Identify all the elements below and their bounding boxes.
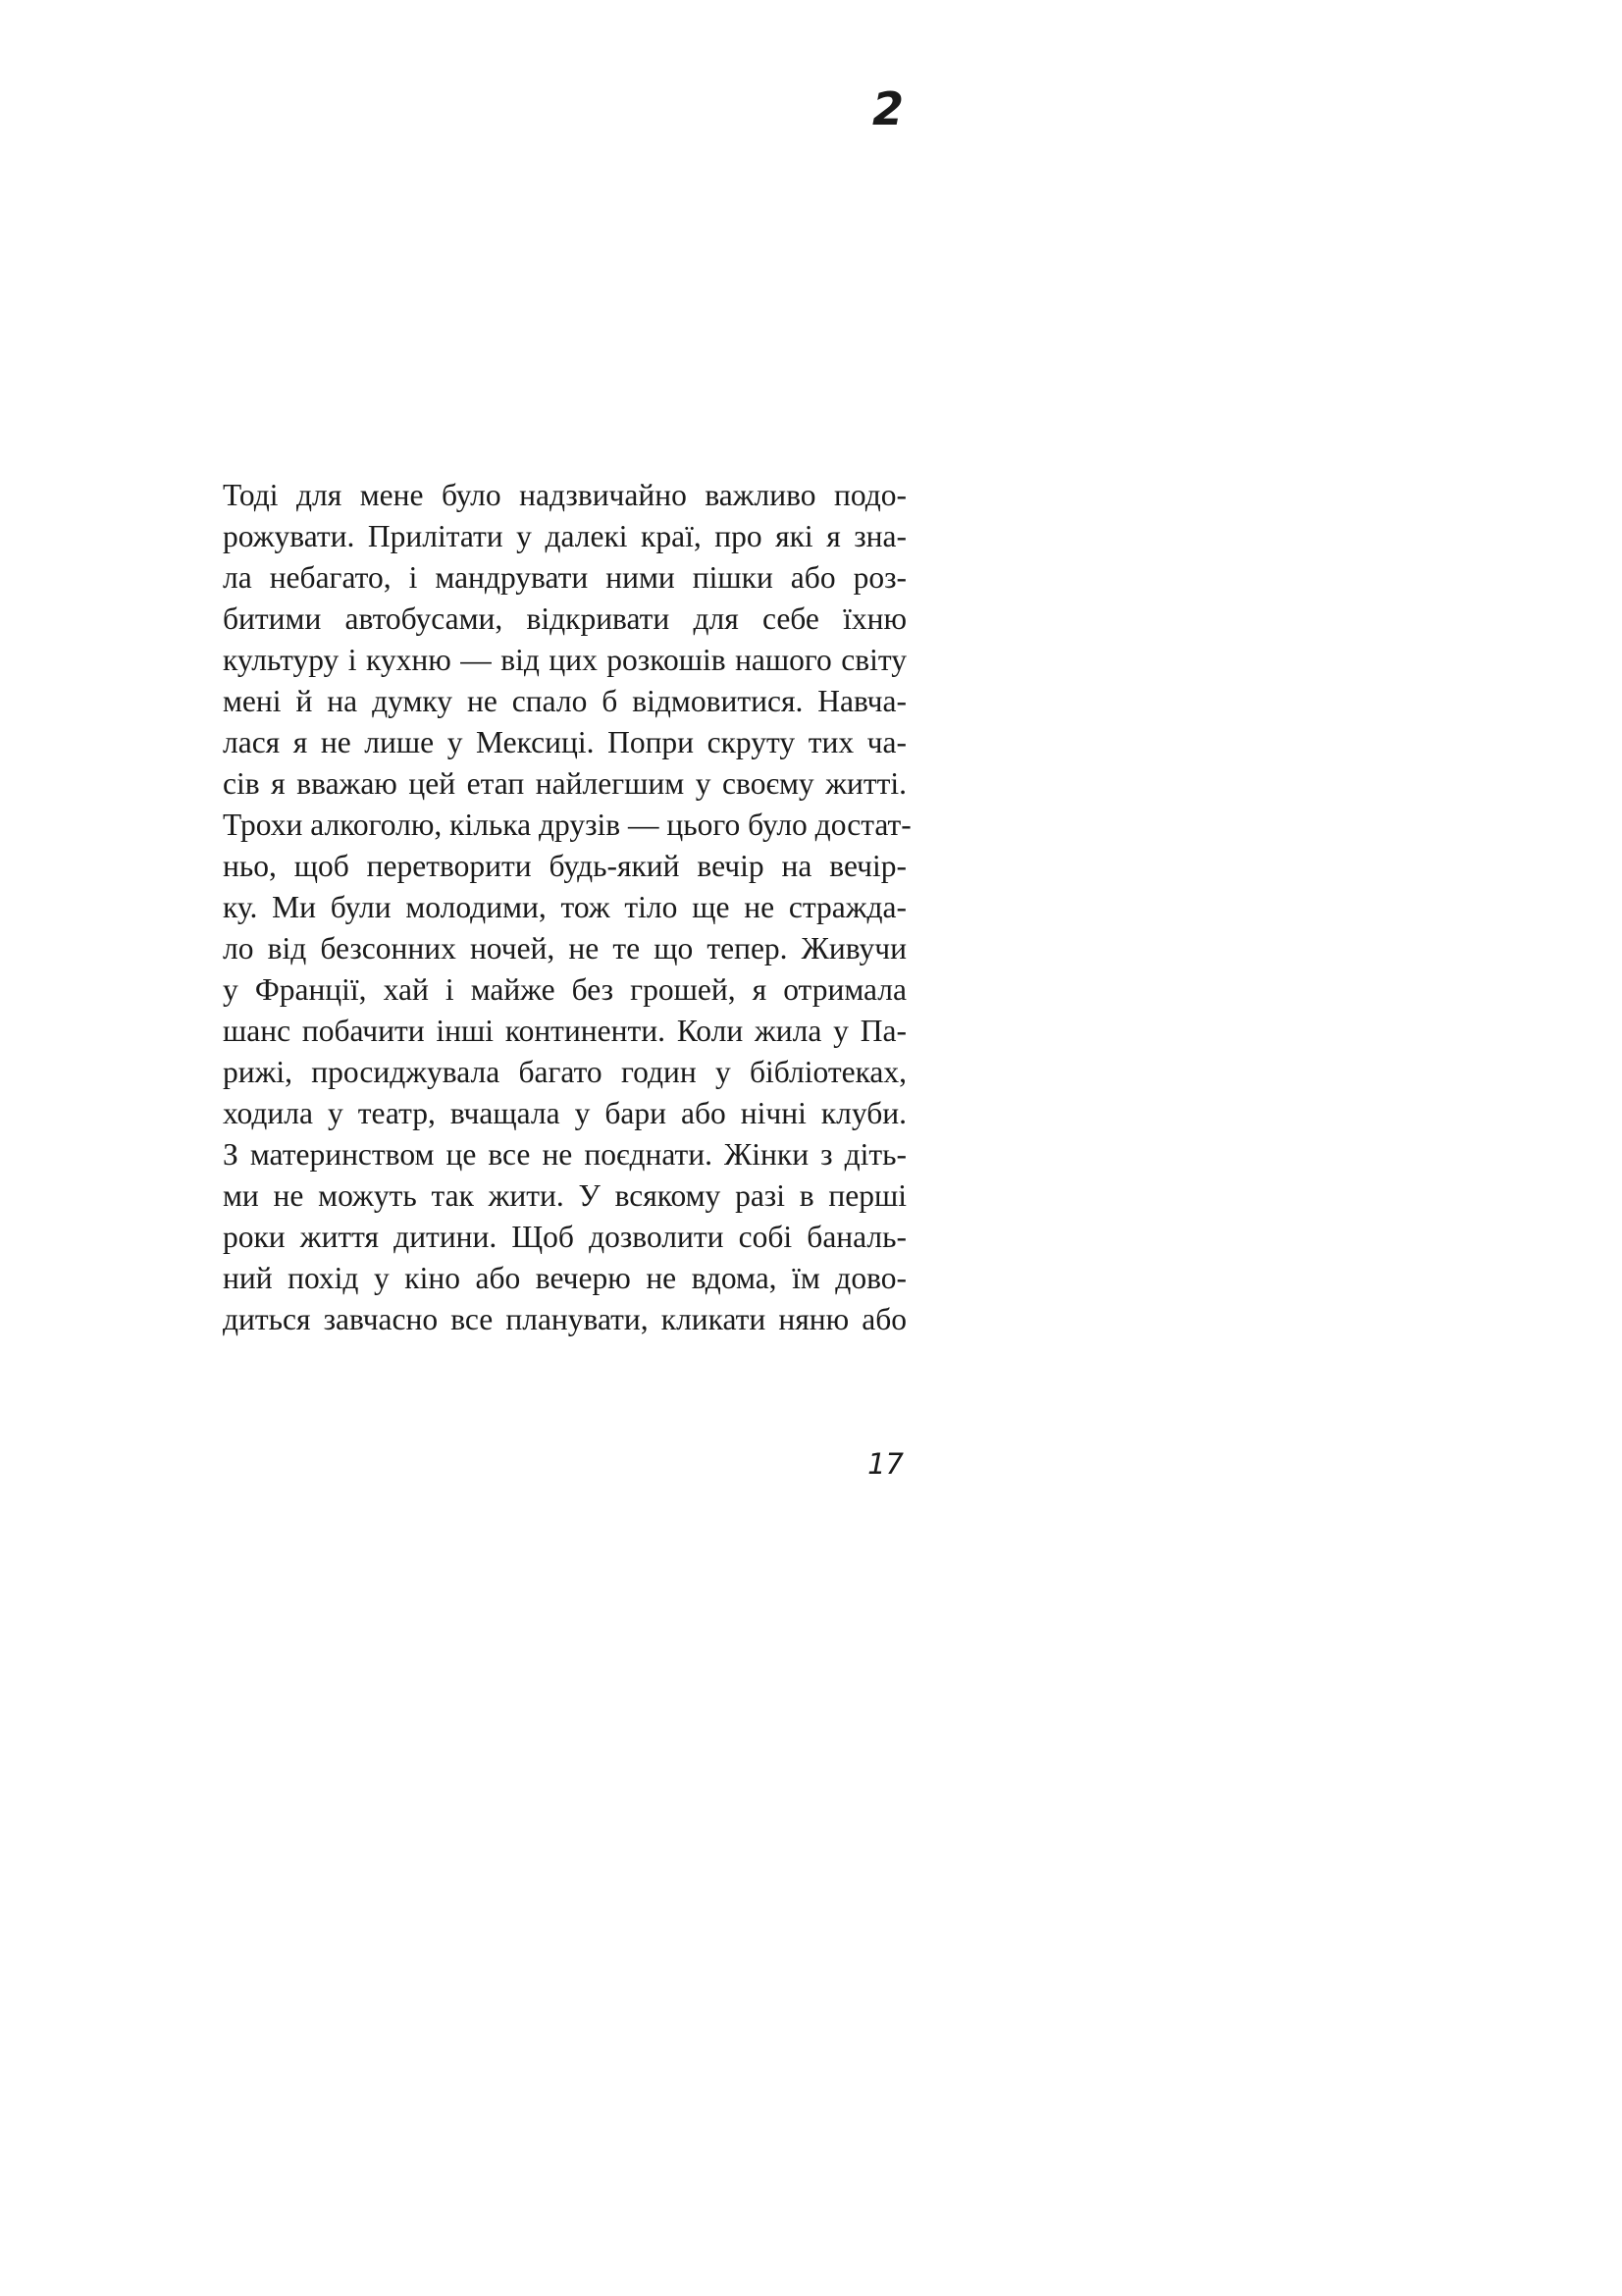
text-line: ходила у театр, вчащала у бари або нічні клуби. — [223, 1096, 907, 1130]
text-line: роки життя дитини. Щоб дозволити собі баналь- — [223, 1220, 907, 1254]
text-line: ньо, щоб перетворити будь-який вечір на вечір- — [223, 849, 907, 883]
text-line: Трохи алкоголю, кілька друзів — цього було достат- — [223, 808, 912, 842]
book-page — [0, 0, 1083, 1534]
text-line: битими автобусами, відкривати для себе їхню — [223, 601, 907, 636]
text-line: культуру і кухню — від цих розкошів нашого світу — [223, 643, 907, 677]
text-line: шанс побачити інші континенти. Коли жила у Па- — [223, 1014, 907, 1048]
body-text — [223, 475, 912, 1340]
text-line: ло від безсонних ночей, не те що тепер. Живучи — [223, 931, 907, 965]
text-line: ку. Ми були молодими, тож тіло ще не стражда- — [223, 890, 907, 924]
page-number: 17 — [867, 1447, 904, 1481]
text-line: рижі, просиджувала багато годин у бібліотеках, — [223, 1055, 907, 1089]
text-line: З материнством це все не поєднати. Жінки з діть- — [223, 1137, 907, 1172]
chapter-number: 2 — [871, 82, 904, 135]
text-line: рожувати. Прилітати у далекі краї, про які я зна- — [223, 519, 907, 553]
text-line: ми не можуть так жити. У всякому разі в перші — [223, 1178, 907, 1213]
text-line: ла небагато, і мандрувати ними пішки або роз- — [223, 560, 907, 595]
text-line: мені й на думку не спало б відмовитися. Навча- — [223, 684, 907, 718]
text-line: у Франції, хай і майже без грошей, я отримала — [223, 972, 907, 1007]
text-line: лася я не лише у Мексиці. Попри скруту тих ча- — [223, 725, 907, 759]
text-line: Тоді для мене було надзвичайно важливо подо- — [223, 478, 907, 512]
text-line: ний похід у кіно або вечерю не вдома, їм дово- — [223, 1261, 907, 1295]
text-line: сів я вважаю цей етап найлегшим у своєму житті. — [223, 766, 907, 801]
text-line: диться завчасно все планувати, кликати няню або — [223, 1302, 907, 1336]
